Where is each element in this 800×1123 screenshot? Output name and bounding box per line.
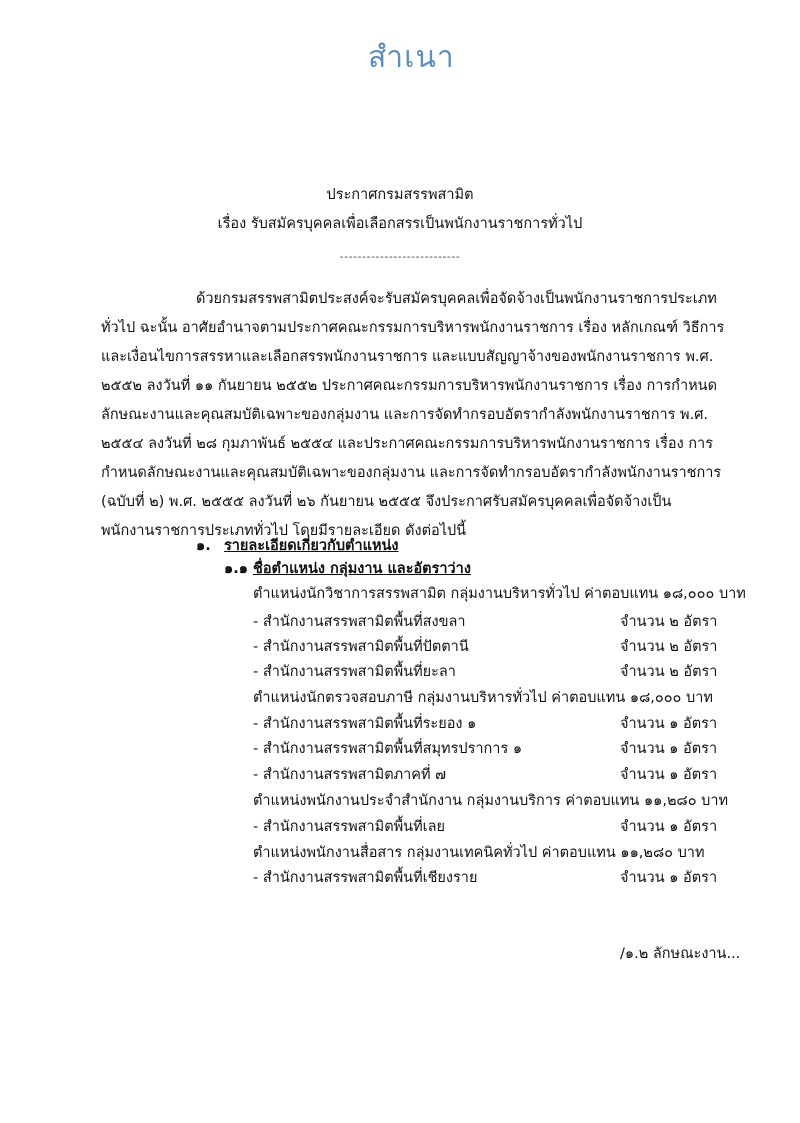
continuation-note: /๑.๒ ลักษณะงาน... <box>620 946 741 962</box>
unit-row <box>253 866 730 889</box>
subsection-heading: ชื่อตำแหน่ง กลุ่มงาน และอัตราว่าง <box>253 561 471 577</box>
unit-count: จำนวน ๒ อัตรา <box>620 614 718 630</box>
subsection-number: ๑.๑ <box>224 561 248 577</box>
section-heading: รายละเอียดเกี่ยวกับตำแหน่ง <box>224 538 399 554</box>
copy-stamp: สำเนา <box>368 40 455 75</box>
position-title: ตำแหน่งพนักงานประจำสำนักงาน กลุ่มงานบริการ ค่าตอบแทน ๑๑,๒๘๐ บาท <box>253 793 729 809</box>
unit-row <box>253 635 730 658</box>
unit-count: จำนวน ๑ อัตรา <box>620 767 718 783</box>
unit-row <box>253 712 730 735</box>
unit-row <box>253 815 730 838</box>
unit-count: จำนวน ๒ อัตรา <box>620 639 718 655</box>
unit-name: - สำนักงานสรรพสามิตพื้นที่ระยอง ๑ <box>253 716 477 732</box>
paragraph-line: กำหนดลักษณะงานและคุณสมบัติเฉพาะของกลุ่มงาน และการจัดทำกรอบอัตรากำลังพนักงานราชการ <box>101 465 722 481</box>
unit-count: จำนวน ๑ อัตรา <box>620 819 718 835</box>
unit-name: - สำนักงานสรรพสามิตภาคที่ ๗ <box>253 767 447 783</box>
paragraph-line: ๒๕๕๒ ลงวันที่ ๑๑ กันยายน ๒๕๕๒ ประกาศคณะกรรมการบริหารพนักงานราชการ เรื่อง การกำหนด <box>101 378 717 394</box>
unit-count: จำนวน ๑ อัตรา <box>620 716 718 732</box>
unit-name: - สำนักงานสรรพสามิตพื้นที่สงขลา <box>253 614 466 630</box>
announcement-title: ประกาศกรมสรรพสามิต <box>326 187 474 203</box>
position-title: ตำแหน่งนักวิชาการสรรพสามิต กลุ่มงานบริหารทั่วไป ค่าตอบแทน ๑๘,๐๐๐ บาท <box>253 586 746 602</box>
paragraph-line: (ฉบับที่ ๒) พ.ศ. ๒๕๕๕ ลงวันที่ ๒๖ กันยายน ๒๕๕๕ จึงประกาศรับสมัครบุคคลเพื่อจัดจ้างเป็น <box>101 494 672 510</box>
unit-name: - สำนักงานสรรพสามิตพื้นที่ปัตตานี <box>253 639 469 655</box>
unit-row <box>253 763 730 786</box>
unit-row <box>253 610 730 633</box>
unit-row <box>253 737 730 760</box>
unit-count: จำนวน ๑ อัตรา <box>620 741 718 757</box>
announcement-subject: เรื่อง รับสมัครบุคคลเพื่อเลือกสรรเป็นพนักงานราชการทั่วไป <box>217 216 583 232</box>
unit-count: จำนวน ๑ อัตรา <box>620 870 718 886</box>
paragraph-line: และเงื่อนไขการสรรหาและเลือกสรรพนักงานราชการ และแบบสัญญาจ้างของพนักงานราชการ พ.ศ. <box>101 349 714 365</box>
paragraph-line: พนักงานราชการประเภททั่วไป โดยมีรายละเอียด ดังต่อไปนี้ <box>101 523 467 539</box>
paragraph-line: ด้วยกรมสรรพสามิตประสงค์จะรับสมัครบุคคลเพื่อจัดจ้างเป็นพนักงานราชการประเภท <box>196 291 717 307</box>
unit-name: - สำนักงานสรรพสามิตพื้นที่สมุทรปราการ ๑ <box>253 741 523 757</box>
position-title: ตำแหน่งพนักงานสื่อสาร กลุ่มงานเทคนิคทั่วไป ค่าตอบแทน ๑๑,๒๘๐ บาท <box>253 845 705 861</box>
unit-name: - สำนักงานสรรพสามิตพื้นที่เชียงราย <box>253 870 478 886</box>
unit-name: - สำนักงานสรรพสามิตพื้นที่ยะลา <box>253 664 456 680</box>
position-title: ตำแหน่งนักตรวจสอบภาษี กลุ่มงานบริหารทั่วไป ค่าตอบแทน ๑๘,๐๐๐ บาท <box>253 690 713 706</box>
unit-name: - สำนักงานสรรพสามิตพื้นที่เลย <box>253 819 445 835</box>
paragraph-line: ๒๕๕๔ ลงวันที่ ๒๘ กุมภาพันธ์ ๒๕๕๔ และประกาศคณะกรรมการบริหารพนักงานราชการ เรื่อง การ <box>101 436 713 452</box>
section-number: ๑. <box>196 538 211 554</box>
paragraph-line: ทั่วไป ฉะนั้น อาศัยอำนาจตามประกาศคณะกรรมการบริหารพนักงานราชการ เรื่อง หลักเกณฑ์ วิธีการ <box>101 320 725 336</box>
divider: --------------------------- <box>339 250 461 263</box>
unit-row <box>253 660 730 683</box>
unit-count: จำนวน ๒ อัตรา <box>620 664 718 680</box>
paragraph-line: ลักษณะงานและคุณสมบัติเฉพาะของกลุ่มงาน และการจัดทำกรอบอัตรากำลังพนักงานราชการ พ.ศ. <box>101 407 709 423</box>
